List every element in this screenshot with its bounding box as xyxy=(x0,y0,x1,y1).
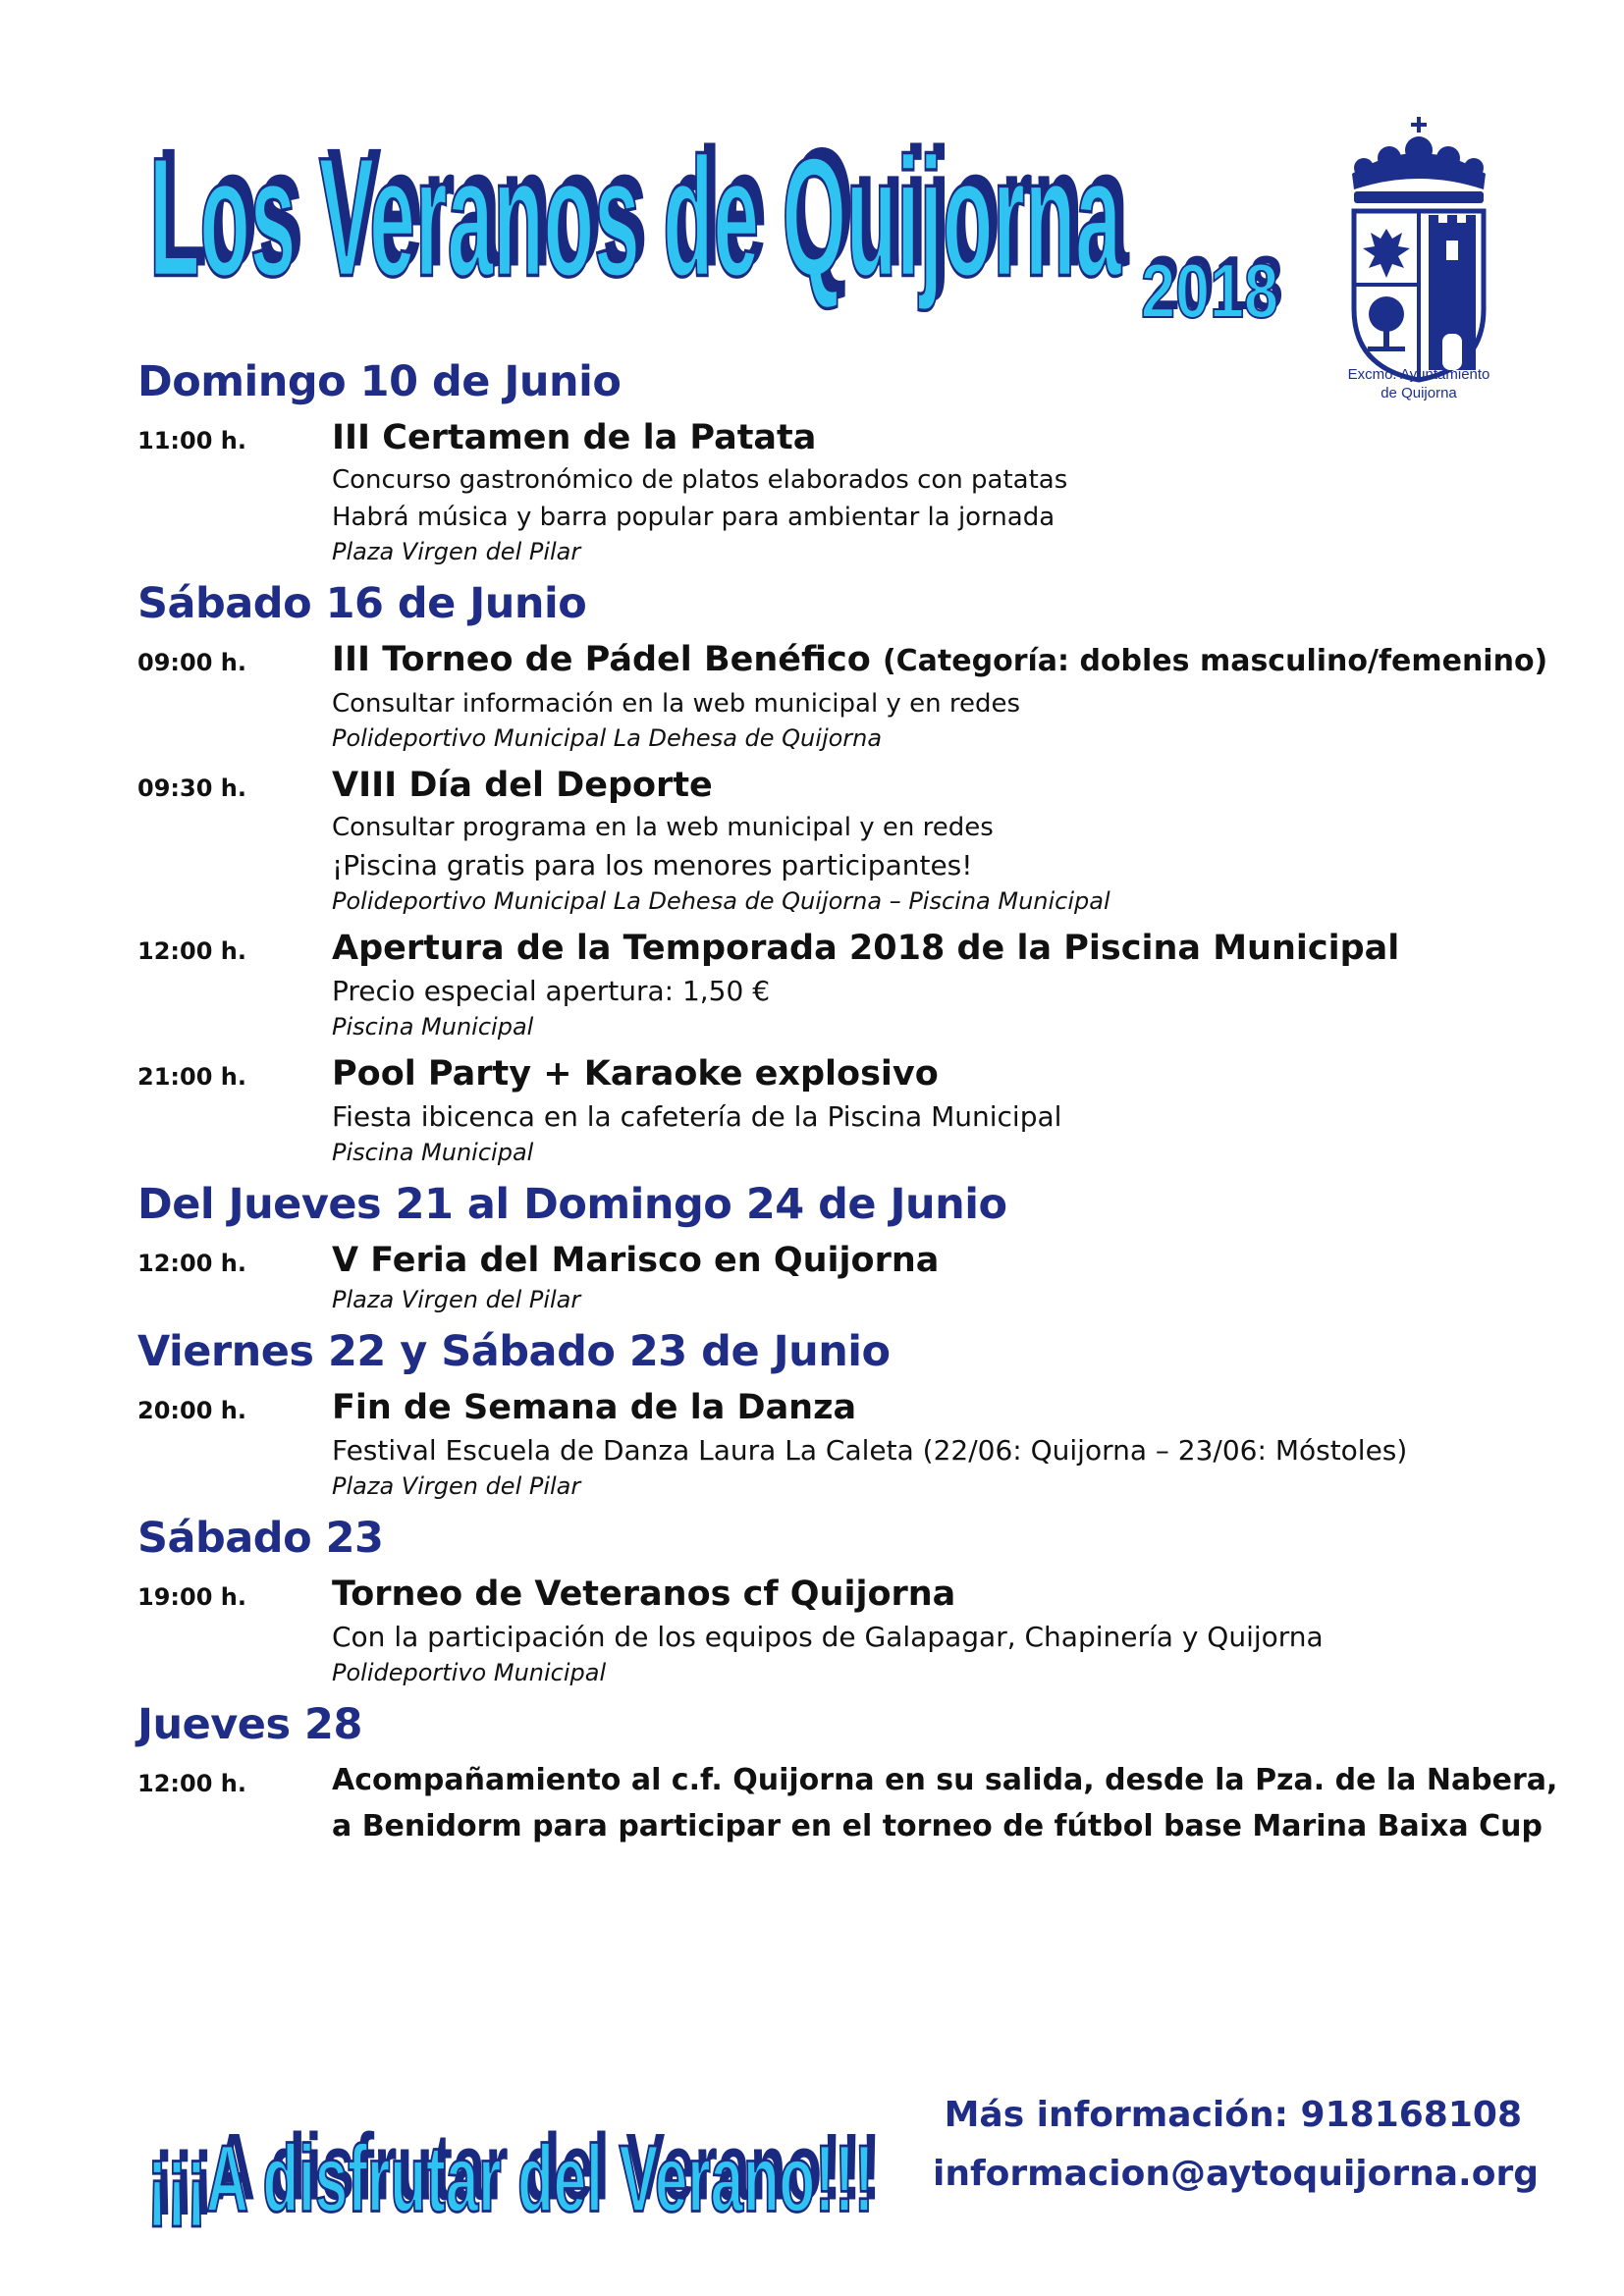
day-heading: Domingo 10 de Junio xyxy=(137,357,622,406)
event-body xyxy=(332,762,1581,917)
event-description: Festival Escuela de Danza Laura La Caleta (22/06: Quijorna – 23/06: Móstoles) xyxy=(332,1434,1408,1467)
event-description: Con la participación de los equipos de Galapagar, Chapinería y Quijorna xyxy=(332,1621,1324,1653)
event-location: Piscina Municipal xyxy=(332,1013,534,1041)
event-time: 12:00 h. xyxy=(137,1250,246,1277)
event-description: Acompañamiento al c.f. Quijorna en su salida, desde la Pza. de la Nabera, xyxy=(332,1763,1558,1797)
event-time: 20:00 h. xyxy=(137,1397,246,1424)
event-item xyxy=(137,1237,1581,1315)
event-body xyxy=(332,1571,1581,1688)
event-title: VIII Día del Deporte xyxy=(332,766,713,805)
event-body xyxy=(332,925,1581,1042)
event-description: Precio especial apertura: 1,50 € xyxy=(332,975,771,1007)
tower-icon xyxy=(1429,215,1476,370)
event-title: Fin de Semana de la Danza xyxy=(332,1388,857,1427)
day-section xyxy=(137,1323,1581,1502)
event-item xyxy=(137,1757,1581,1849)
event-description: Fiesta ibicenca en la cafetería de la Piscina Municipal xyxy=(332,1100,1062,1133)
event-title xyxy=(332,636,1581,685)
crest-caption-line1: Excmo. Ayuntamiento xyxy=(1347,366,1490,383)
day-heading: Viernes 22 y Sábado 23 de Junio xyxy=(137,1327,891,1376)
phone-info: Más información: 918168108 xyxy=(944,2095,1522,2135)
event-body xyxy=(332,1384,1581,1502)
event-time: 19:00 h. xyxy=(137,1583,246,1611)
event-item xyxy=(137,636,1581,754)
day-heading: Sábado 16 de Junio xyxy=(137,579,587,628)
event-location: Plaza Virgen del Pilar xyxy=(332,538,581,565)
event-description: Habrá música y barra popular para ambientar la jornada xyxy=(332,503,1056,532)
slogan-text: ¡¡¡A disfrutar del Verano!!! xyxy=(147,2124,875,2232)
event-time: 09:00 h. xyxy=(137,649,246,676)
tree-icon xyxy=(1368,296,1405,351)
poster-title xyxy=(137,83,1159,329)
event-title-category: (Categoría: dobles masculino/femenino) xyxy=(882,644,1548,678)
event-location: Piscina Municipal xyxy=(332,1139,534,1166)
event-item xyxy=(137,414,1581,567)
event-title: Torneo de Veteranos cf Quijorna xyxy=(332,1575,956,1614)
crown-icon xyxy=(1352,117,1486,203)
event-description: a Benidorm para participar en el torneo de fútbol base Marina Baixa Cup xyxy=(332,1809,1543,1843)
event-location: Plaza Virgen del Pilar xyxy=(332,1286,581,1313)
day-section xyxy=(137,1696,1581,1849)
event-location: Polideportivo Municipal La Dehesa de Quijorna – Piscina Municipal xyxy=(332,887,1110,915)
event-time: 09:30 h. xyxy=(137,774,246,802)
event-time: 11:00 h. xyxy=(137,427,246,454)
event-description: Concurso gastronómico de platos elaborados con patatas xyxy=(332,465,1068,495)
event-location: Polideportivo Municipal La Dehesa de Quijorna xyxy=(332,724,883,752)
event-body xyxy=(332,636,1581,754)
event-location: Polideportivo Municipal xyxy=(332,1659,607,1686)
title-text: Los Veranos de Quijorna xyxy=(149,123,1122,312)
event-body xyxy=(332,1050,1581,1168)
event-location: Plaza Virgen del Pilar xyxy=(332,1472,581,1500)
event-time: 12:00 h. xyxy=(137,1770,246,1797)
event-description: Consultar programa en la web municipal y en redes xyxy=(332,813,994,842)
crest-caption-line2: de Quijorna xyxy=(1380,385,1457,401)
event-body xyxy=(332,1237,1581,1315)
day-heading: Jueves 28 xyxy=(137,1700,362,1749)
event-title: Pool Party + Karaoke explosivo xyxy=(332,1054,939,1094)
event-item xyxy=(137,1571,1581,1688)
event-program xyxy=(137,353,1581,1857)
event-body xyxy=(332,1757,1581,1849)
title-shadow: Los Veranos de Quijorna xyxy=(157,113,1130,302)
email-link[interactable]: informacion@aytoquijorna.org xyxy=(933,2154,1539,2194)
event-item xyxy=(137,1050,1581,1168)
day-heading: Del Jueves 21 al Domingo 24 de Junio xyxy=(137,1180,1007,1229)
contact-info xyxy=(933,2086,1539,2204)
year-badge xyxy=(1129,231,1296,348)
eagle-icon xyxy=(1363,229,1410,278)
day-section xyxy=(137,1176,1581,1315)
event-title: V Feria del Marisco en Quijorna xyxy=(332,1241,940,1280)
footer-slogan-wordart xyxy=(137,2076,903,2233)
event-body xyxy=(332,414,1581,567)
event-time: 21:00 h. xyxy=(137,1063,246,1091)
event-title-main: III Torneo de Pádel Benéfico xyxy=(332,640,871,679)
year-shadow: 2018 xyxy=(1146,240,1283,326)
event-description: ¡Piscina gratis para los menores participantes! xyxy=(332,849,973,881)
event-item xyxy=(137,925,1581,1042)
event-time: 12:00 h. xyxy=(137,937,246,965)
year-text: 2018 xyxy=(1141,247,1278,334)
wordart-title xyxy=(137,83,1159,329)
day-section xyxy=(137,1510,1581,1688)
day-section xyxy=(137,575,1581,1168)
event-description: Consultar información en la web municipal y en redes xyxy=(332,689,1020,719)
slogan-shadow: ¡¡¡A disfrutar del Verano!!! xyxy=(154,2112,882,2220)
day-section xyxy=(137,353,1581,567)
event-title: Apertura de la Temporada 2018 de la Piscina Municipal xyxy=(332,929,1400,968)
event-item xyxy=(137,762,1581,917)
day-heading: Sábado 23 xyxy=(137,1514,384,1563)
event-item xyxy=(137,1384,1581,1502)
event-title: III Certamen de la Patata xyxy=(332,418,817,457)
